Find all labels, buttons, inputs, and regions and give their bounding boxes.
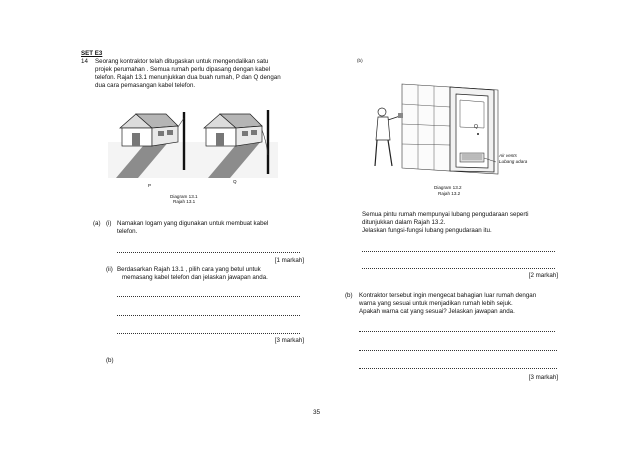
a-i-label: (i) (106, 220, 112, 227)
answer-line-paint-3[interactable] (359, 368, 557, 369)
a-i-line-2: telefon. (117, 228, 138, 235)
answer-line-vent-1[interactable] (362, 251, 555, 252)
right-intro-line-3: Jelaskan fungsi-fungsi lubang pengudaraan itu. (362, 227, 492, 234)
right-intro-line-2: ditunjukkan dalam Rajah 13.2. (362, 219, 446, 226)
answer-line-a-ii-2[interactable] (117, 315, 300, 316)
answer-line-vent-2[interactable] (362, 268, 555, 269)
intro-line-4: dua cara pemasangan kabel telefon. (95, 82, 196, 89)
answer-line-a-ii-1[interactable] (117, 296, 300, 297)
answer-line-a-ii-3[interactable] (117, 333, 300, 334)
diagram-13-2 (368, 76, 548, 181)
house-q (204, 114, 262, 146)
part-b-line-1: Kontraktor tersebut ingin mengecat bahagian luar rumah dengan (359, 292, 537, 299)
caption-13-2-ms: Rajah 13.2 (438, 191, 461, 196)
answer-line-paint-1[interactable] (359, 331, 555, 332)
marks-2-right: [2 markah] (528, 272, 558, 279)
marks-3-right: [3 markah] (528, 374, 558, 381)
answer-line-a-i[interactable] (117, 252, 300, 253)
vent-label-ms: Lubang udara (499, 159, 528, 164)
vent-label-en: Air vents (499, 153, 517, 158)
label-q: Q (233, 179, 237, 184)
caption-13-1-ms: Rajah 13.1 (173, 199, 196, 204)
page-number: 35 (313, 409, 321, 416)
part-b-label-right: (b) (345, 292, 353, 299)
intro-line-2: projek perumahan . Semua rumah perlu dipasang dengan kabel (95, 66, 271, 73)
intro-line-1: Seorang kontraktor telah ditugaskan untuk mengendalikan satu (95, 58, 269, 65)
a-i-marks: [1 markah] (274, 257, 304, 264)
caption-13-1-en: Diagram 13.1 (170, 194, 198, 199)
diagram-13-1 (108, 100, 278, 185)
part-a-label: (a) (93, 220, 101, 227)
a-ii-line-1: Berdasarkan Rajah 13.1 , pilih cara yang betul untuk (117, 266, 261, 273)
a-i-line-1: Namakan logam yang digunakan untuk membuat kabel (117, 220, 269, 227)
right-intro-line-1: Semua pintu rumah mempunyai lubang pengudaraan seperti (362, 211, 529, 218)
question-number: 14 (81, 58, 88, 65)
fig-corner-label: (b) (357, 58, 363, 63)
painter-figure (375, 108, 403, 166)
a-ii-label: (ii) (106, 266, 113, 273)
label-p: P (148, 183, 152, 188)
door-label-q: Q (474, 124, 478, 130)
house-p (120, 114, 178, 146)
a-ii-line-2: memasang kabel telefon dan jelaskan jawapan anda. (122, 274, 268, 281)
caption-13-2-en: Diagram 13.2 (434, 185, 462, 190)
part-b-line-2: warna yang sesuai untuk menjadikan rumah lebih sejuk. (359, 300, 513, 307)
intro-line-3: telefon. Rajah 13.1 menunjukkan dua buah rumah, P dan Q dengan (95, 74, 281, 81)
set-title: SET E3 (81, 50, 103, 57)
part-b-line-3: Apakah warna cat yang sesuai? Jelaskan jawapan anda. (359, 308, 515, 315)
part-b-label-left: (b) (106, 357, 114, 364)
a-ii-marks: [3 markah] (274, 337, 304, 344)
answer-line-paint-2[interactable] (359, 350, 557, 351)
